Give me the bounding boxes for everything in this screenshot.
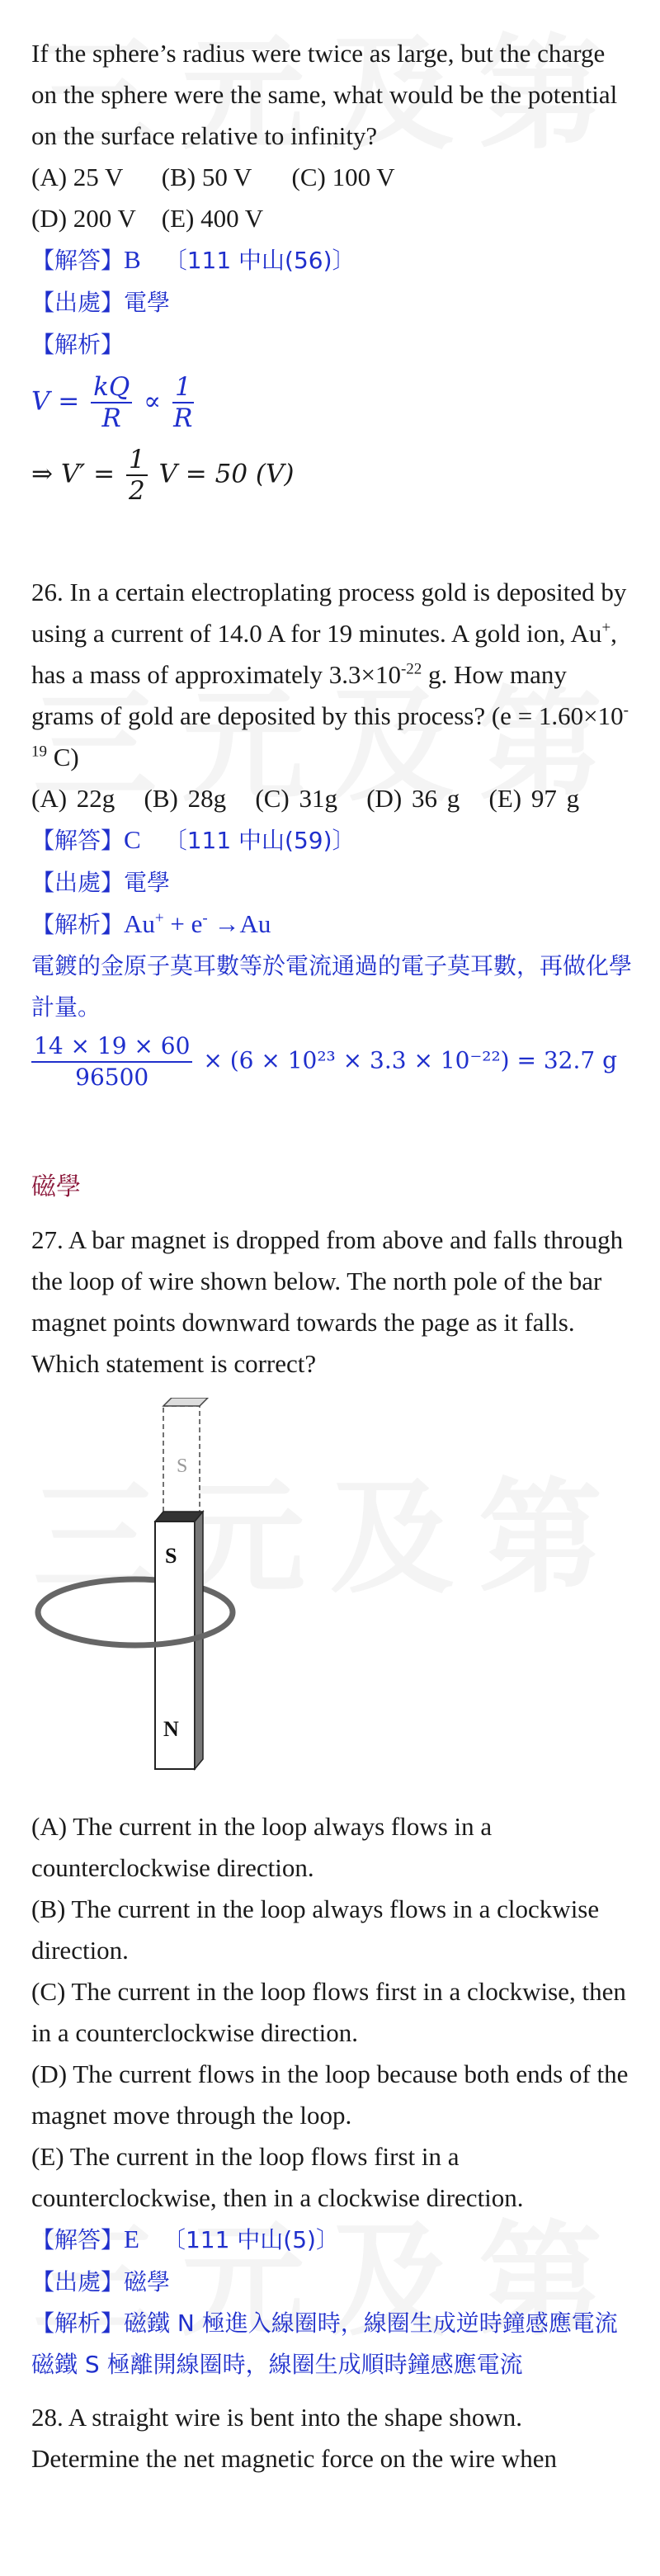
superscript: - bbox=[202, 909, 208, 927]
analysis-tag: 【解析】 bbox=[31, 331, 125, 358]
formula-lhs: V = bbox=[31, 386, 80, 417]
ghost-magnet-top bbox=[163, 1398, 208, 1406]
q26-option-e: (E) 97 g bbox=[488, 784, 580, 813]
q27-option-d: (D) The current flows in the loop because both ends of the magnet move through the loop. bbox=[31, 2059, 629, 2130]
q26-option-d: (D) 36 g bbox=[366, 784, 460, 813]
fraction bbox=[31, 1031, 192, 1092]
q26-calculation bbox=[31, 1031, 634, 1092]
fraction-den: R bbox=[101, 403, 121, 433]
q26-source-line bbox=[31, 861, 634, 903]
superscript: + bbox=[154, 909, 164, 927]
fraction bbox=[91, 372, 132, 433]
magnet-s-label: S bbox=[165, 1544, 177, 1568]
section-title: 磁學 bbox=[31, 1172, 81, 1201]
fraction-num: 1 bbox=[172, 372, 194, 403]
superscript: -19 bbox=[31, 701, 629, 761]
answer-tag: 【解答】 bbox=[31, 827, 125, 854]
stem-part: C) bbox=[47, 743, 79, 771]
q27-option-a: (A) The current in the loop always flows in a counterclockwise direction. bbox=[31, 1812, 493, 1882]
q27-ref: 〔111 中山(5)〕 bbox=[162, 2226, 339, 2253]
q27-option-b: (B) The current in the loop always flows in a clockwise direction. bbox=[31, 1894, 600, 1965]
q27-answer: E bbox=[124, 2225, 139, 2253]
eq-part: + e bbox=[163, 909, 203, 938]
superscript: + bbox=[601, 619, 611, 637]
q28-stem: 28. A straight wire is bent into the shape shown. Determine the net magnetic force on the wire when bbox=[31, 2403, 557, 2473]
analysis-tag: 【解析】 bbox=[31, 911, 125, 938]
superscript: -22 bbox=[400, 660, 422, 678]
fraction-den: 2 bbox=[128, 476, 145, 506]
q26-analysis-text: 電鍍的金原子莫耳數等於電流通過的電子莫耳數，再做化學計量。 bbox=[31, 952, 633, 1021]
magnet-n-label: N bbox=[163, 1717, 179, 1741]
q26-source: 電學 bbox=[124, 869, 171, 896]
q27-figure bbox=[31, 1398, 634, 1798]
calc-rest: × (6 × 10²³ × 3.3 × 10⁻²²) = 32.7 g bbox=[203, 1046, 618, 1074]
stem-part: , has a mass of approximately 3.3×10 bbox=[31, 619, 617, 689]
q26-answer: C bbox=[124, 825, 141, 854]
q25-option-a: (A) 25 V bbox=[31, 163, 124, 191]
q26-answer-line bbox=[31, 819, 634, 861]
q26-option-c: (C) 31g bbox=[255, 784, 337, 813]
q27-analysis-1: 磁鐵 N 極進入線圈時，線圈生成逆時鐘感應電流 bbox=[124, 2309, 618, 2337]
source-tag: 【出處】 bbox=[31, 289, 125, 316]
q26-options-row bbox=[31, 778, 634, 819]
q25-ref: 〔111 中山(56)〕 bbox=[163, 247, 356, 274]
q25-answer-line bbox=[31, 239, 634, 281]
q26-stem bbox=[31, 572, 634, 778]
q25-answer: B bbox=[124, 245, 141, 274]
fraction-den: 96500 bbox=[75, 1064, 149, 1091]
q27-source-line bbox=[31, 2261, 634, 2303]
answer-tag: 【解答】 bbox=[31, 247, 125, 274]
formula-lhs: ⇒ V′ = bbox=[31, 459, 116, 489]
fraction-num: 14 × 19 × 60 bbox=[31, 1031, 192, 1063]
proportional-symbol: ∝ bbox=[144, 386, 162, 417]
source-tag: 【出處】 bbox=[31, 869, 125, 896]
q27-option-e: (E) The current in the loop flows first in a counterclockwise, then in a clockwise direction. bbox=[31, 2142, 524, 2212]
q25-options-row1 bbox=[31, 157, 634, 198]
fraction-den: R bbox=[173, 403, 193, 433]
eq-part: →Au bbox=[207, 909, 271, 938]
q25-option-c: (C) 100 V bbox=[291, 163, 395, 191]
q27-answer-line bbox=[31, 2219, 634, 2261]
q26-ref: 〔111 中山(59)〕 bbox=[163, 827, 356, 854]
q27-analysis-line bbox=[31, 2303, 634, 2344]
q25-analysis-line bbox=[31, 323, 634, 366]
formula-rhs: V = 50 (V) bbox=[158, 459, 295, 489]
ghost-s-label: S bbox=[177, 1455, 188, 1477]
magnet-loop-figure bbox=[31, 1398, 238, 1786]
fraction bbox=[172, 372, 194, 433]
eq-part: Au bbox=[124, 909, 155, 938]
q25-source: 電學 bbox=[124, 289, 171, 316]
q25-options-row2 bbox=[31, 198, 634, 239]
q27-analysis-2: 磁鐵 S 極離開線圈時，線圈生成順時鐘感應電流 bbox=[31, 2351, 523, 2378]
q27-stem: 27. A bar magnet is dropped from above and falls through the loop of wire shown below. The north pole of the bar magnet points downward towards the page as it falls. Which statement is correct? bbox=[31, 1225, 624, 1378]
q26-option-b: (B) 28g bbox=[144, 784, 227, 813]
analysis-tag: 【解析】 bbox=[31, 2309, 125, 2337]
q25-option-d: (D) 200 V bbox=[31, 204, 136, 233]
q27-option-c: (C) The current in the loop flows first in a clockwise, then in a counterclockwise direction. bbox=[31, 1977, 626, 2047]
q27-source: 磁學 bbox=[124, 2268, 171, 2295]
q26-analysis-equation bbox=[124, 909, 271, 938]
q25-stem: If the sphere’s radius were twice as large, but the charge on the sphere were the same, what would be the potential on the surface relative to infinity? bbox=[31, 39, 618, 150]
q25-source-line bbox=[31, 281, 634, 323]
q26-option-a: (A) 22g bbox=[31, 784, 116, 813]
q25-option-e: (E) 400 V bbox=[161, 204, 264, 233]
q25-formula-2 bbox=[31, 445, 634, 506]
fraction-num: kQ bbox=[91, 372, 132, 403]
answer-tag: 【解答】 bbox=[31, 2226, 125, 2253]
stem-part: 26. In a certain electroplating process gold is deposited by using a current of 14.0 A for 19 minutes. A gold ion, Au bbox=[31, 578, 627, 648]
document-page bbox=[31, 33, 634, 2479]
q25-option-b: (B) 50 V bbox=[161, 163, 252, 191]
fraction-num: 1 bbox=[126, 445, 148, 476]
stem-part: g. How many grams of gold are deposited by this process? (e = 1.60×10 bbox=[31, 660, 624, 730]
source-tag: 【出處】 bbox=[31, 2268, 125, 2295]
fraction bbox=[126, 445, 148, 506]
q25-formula-1 bbox=[31, 372, 634, 433]
q26-analysis-line bbox=[31, 903, 634, 946]
